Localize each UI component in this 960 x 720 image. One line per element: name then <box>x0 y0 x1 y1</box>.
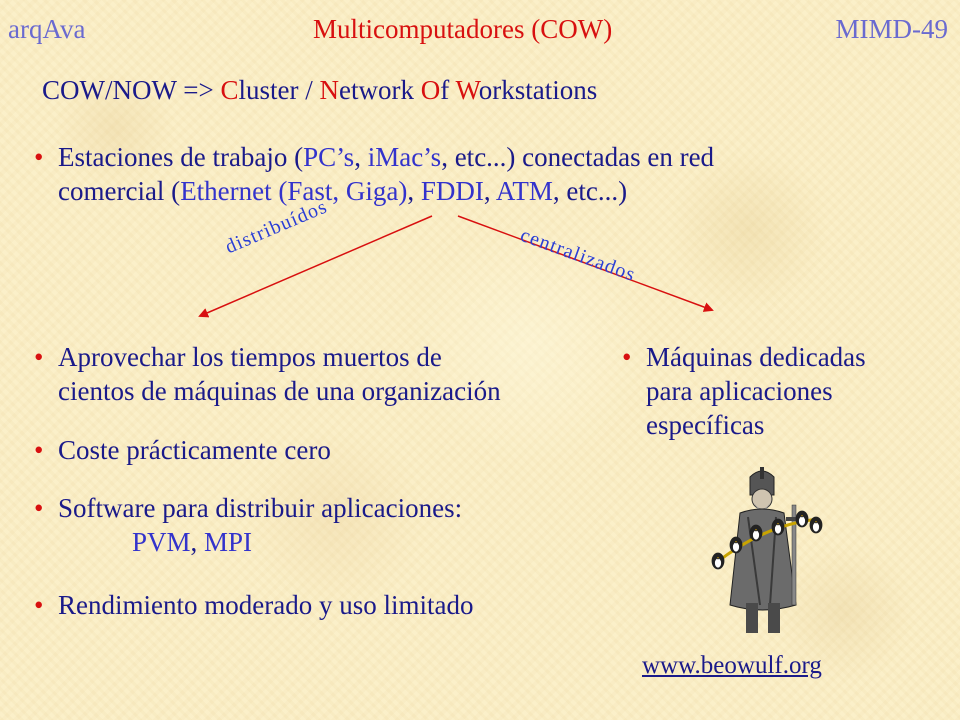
slide-title: Multicomputadores (COW) <box>313 14 613 44</box>
left-bullet-1 <box>34 340 501 408</box>
pc-term: PC’s <box>303 142 355 172</box>
subtitle-c-initial: C <box>220 75 239 105</box>
bullet-dot: • <box>34 435 44 465</box>
right-bullet-line-1: Máquinas dedicadas <box>646 342 866 372</box>
left-bullet-3-line-2: PVM, MPI <box>132 527 253 557</box>
beowulf-warrior-penguins-icon <box>700 465 830 635</box>
ethernet-term: Ethernet (Fast, Giga) <box>180 176 408 206</box>
intro-line-2: comercial (Ethernet (Fast, Giga), FDDI, ATM, etc...) <box>58 176 628 206</box>
label-centralizados: centralizados <box>517 224 639 287</box>
imac-term: iMac’s <box>367 142 442 172</box>
subtitle-n-initial: N <box>319 75 339 105</box>
fddi-term: FDDI <box>420 176 484 206</box>
bullet-dot: • <box>34 142 44 172</box>
label-distribuidos: distribuídos <box>222 195 331 259</box>
left-bullet-4-text: Rendimiento moderado y uso limitado <box>58 590 474 620</box>
pvm-term: PVM <box>132 527 191 557</box>
subtitle-o-initial: O <box>420 75 441 105</box>
subtitle-w-initial: W <box>455 75 479 105</box>
left-bullet-4 <box>34 588 473 622</box>
right-bullet-line-3: específicas <box>646 410 765 440</box>
right-bullet-1 <box>622 340 866 442</box>
left-bullet-1-line-2: cientos de máquinas de una organización <box>58 376 501 406</box>
subtitle-n-rest: etwork <box>338 75 421 105</box>
subtitle-o-rest: f <box>440 75 456 105</box>
bullet-dot: • <box>34 493 44 523</box>
left-bullet-1-line-1: Aprovechar los tiempos muertos de <box>58 342 442 372</box>
atm-term: ATM <box>495 176 553 206</box>
left-bullet-3-line-1: Software para distribuir aplicaciones: <box>58 493 463 523</box>
subtitle-prefix: COW/NOW => <box>42 75 221 105</box>
slide-number: MIMD-49 <box>835 14 948 44</box>
left-bullet-2 <box>34 433 331 467</box>
intro-line-1: Estaciones de trabajo (PC’s, iMac’s, etc...) conectadas en red <box>58 142 715 172</box>
subtitle-w-rest: orkstations <box>478 75 598 105</box>
left-bullet-2-text: Coste prácticamente cero <box>58 435 331 465</box>
mpi-term: MPI <box>204 527 253 557</box>
left-branch-arrow <box>200 216 432 316</box>
bullet-dot: • <box>34 342 44 372</box>
right-bullet-line-2: para aplicaciones <box>646 376 833 406</box>
beowulf-website-link[interactable]: www.beowulf.org <box>642 652 822 679</box>
subtitle-c-rest: luster / <box>238 75 320 105</box>
bullet-dot: • <box>34 590 44 620</box>
bullet-dot: • <box>622 342 632 372</box>
left-bullet-3 <box>34 491 462 559</box>
header-course-label: arqAva <box>8 14 86 44</box>
